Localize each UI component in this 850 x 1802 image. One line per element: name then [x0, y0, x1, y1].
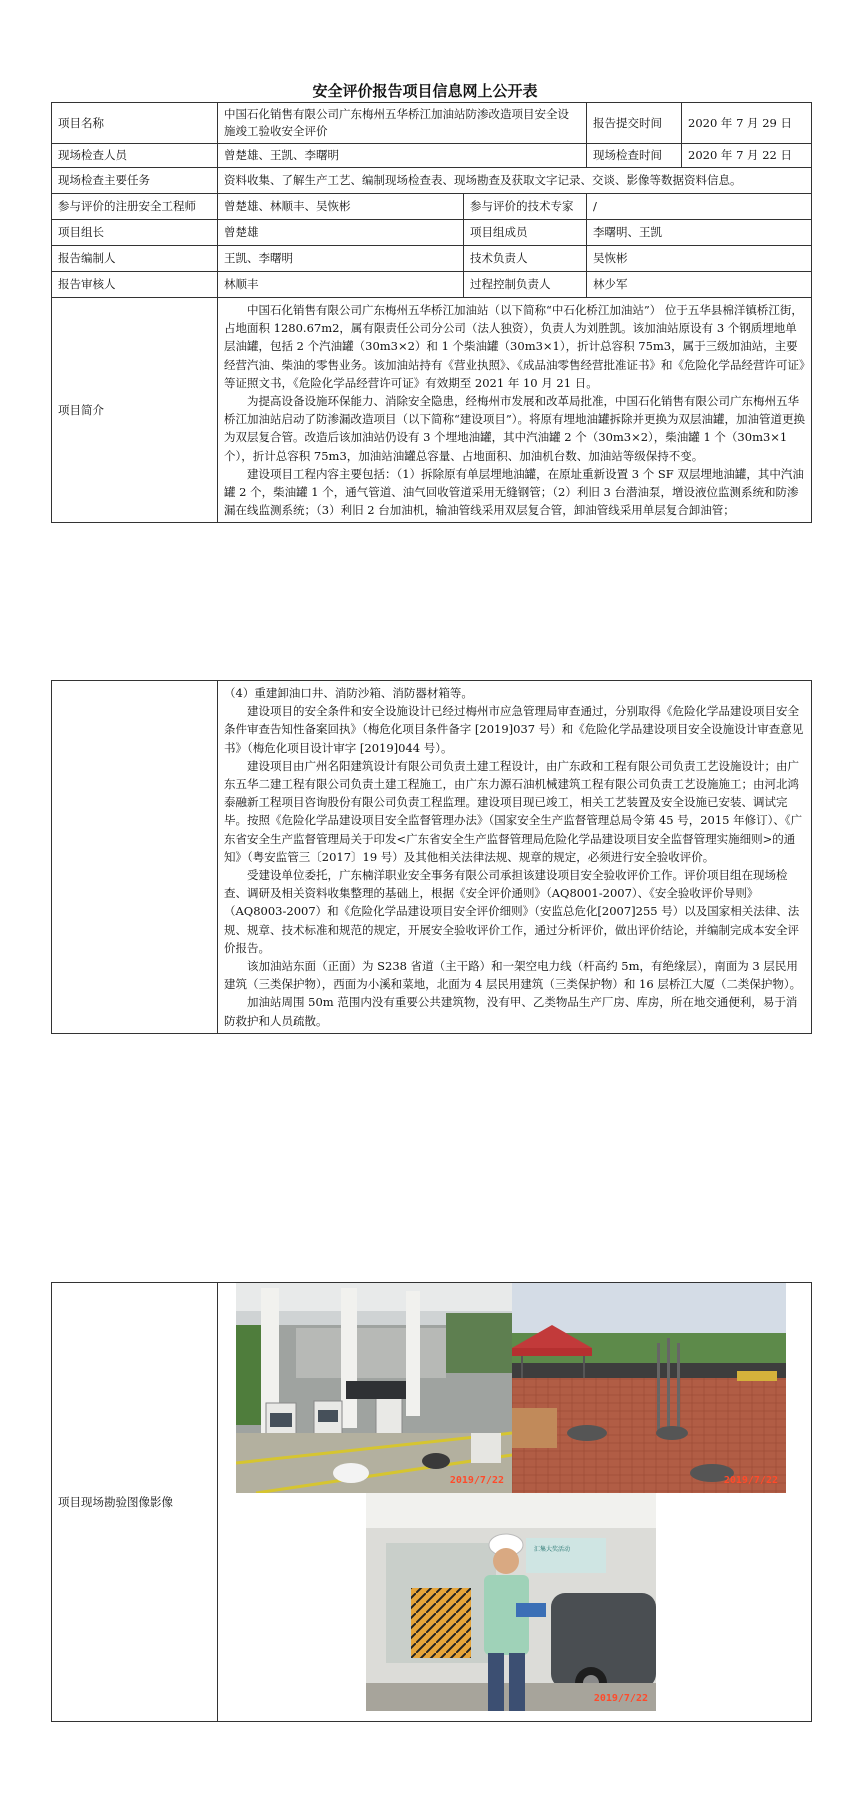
inspector-image [366, 1493, 656, 1711]
photo-date-stamp: 2019/7/22 [593, 1693, 648, 1704]
intro-paragraph: 该加油站东面（正面）为 S238 省道（主干路）和一架空电力线（杆高约 5m，有绝缘层），南面为 3 层民用建筑（三类保护物），西面为小溪和菜地，北面为 4 层民用建筑（三类保护物）和 16 层桥江大厦（二类保护物）。 [224, 959, 802, 992]
inspect-date: 2020 年 7 月 22 日 [682, 144, 812, 168]
forecourt-image [236, 1283, 512, 1493]
members: 李曙明、王凯 [587, 220, 812, 246]
submit-date-label: 报告提交时间 [587, 103, 682, 144]
intro-paragraph: 为提高设备设施环保能力、消除安全隐患，经梅州市发展和改革局批准，中国石化销售有限公司广东梅州五华桥江加油站启动了防渗漏改造项目（以下简称“建设项目”）。将原有埋地油罐拆除并更换为双层油罐，加油管道更换为双层复合管。改造后该加油站仍设有 3 个埋地油罐，其中汽油罐 2 个（30m3×2），柴油罐 1 个（30m3×1 个），折计总容积 75m3，加油站油罐总容量、占地面积、加油机台数、加油站等级保持不变。 [224, 394, 806, 463]
intro-paragraph: 中国石化销售有限公司广东梅州五华桥江加油站（以下简称“中石化桥江加油站”） 位于五华县棉洋镇桥江街，占地面积 1280.67m2，属有限责任公司分公司（法人独资），负责人为刘胜凯。该加油站原设有 3 个钢质埋地单层油罐，包括 2 个汽油罐（30m3×2）和 1 个柴油罐（30m3×1），折计总容积 75m3，属于三级加油站，主要经营汽油、柴油的零售业务。该加油站持有《营业执照》、《成品油零售经营批准证书》和《危险化学品经营许可证》等证照文书，《危险化学品经营许可证》有效期至 2021 年 10 月 21 日。 [224, 303, 805, 390]
photo-tank-area [512, 1283, 786, 1493]
engineers-label: 参与评价的注册安全工程师 [52, 194, 218, 220]
tank-area-image [512, 1283, 786, 1493]
leader-label: 项目组长 [52, 220, 218, 246]
project-name: 中国石化销售有限公司广东梅州五华桥江加油站防渗改造项目安全设施竣工验收安全评价 [218, 103, 587, 144]
poster-text: 汇集大奖活动 [534, 1546, 571, 1553]
reviewer-label: 报告审核人 [52, 272, 218, 298]
photo-forecourt [236, 1283, 512, 1493]
project-name-label: 项目名称 [52, 103, 218, 144]
photo-area [236, 1283, 805, 1715]
photo-date-stamp: 2019/7/22 [449, 1475, 504, 1486]
intro-continued-table [51, 680, 812, 1034]
reviewer: 林顺丰 [218, 272, 464, 298]
intro-paragraph: 受建设单位委托，广东楠洋职业安全事务有限公司承担该建设项目安全验收评价工作。评价项目组在现场检查、调研及相关资料收集整理的基础上，根据《安全评价通则》（AQ8001-2007）、《安全验收评价导则》（AQ8003-2007）和《危险化学品建设项目安全评价细则》（安监总危化[2007]255 号）以及国家相关法律、法规、规章、技术标准和规范的规定，开展安全验收评价工作，通过分析评价，做出评价结论，并编制完成本安全评价报告。 [224, 868, 800, 955]
engineers: 曾楚雄、林顺丰、吴恢彬 [218, 194, 464, 220]
leader: 曾楚雄 [218, 220, 464, 246]
intro-body-page1 [218, 298, 812, 523]
writers: 王凯、李曙明 [218, 246, 464, 272]
writers-label: 报告编制人 [52, 246, 218, 272]
tech-lead: 吴恢彬 [587, 246, 812, 272]
members-label: 项目组成员 [464, 220, 587, 246]
submit-date: 2020 年 7 月 29 日 [682, 103, 812, 144]
process-lead-label: 过程控制负责人 [464, 272, 587, 298]
intro-label: 项目简介 [52, 298, 218, 523]
photos-label: 项目现场勘验图像影像 [52, 1283, 218, 1722]
experts: / [587, 194, 812, 220]
tasks-label: 现场检查主要任务 [52, 168, 218, 194]
inspect-date-label: 现场检查时间 [587, 144, 682, 168]
photos-table [51, 1282, 812, 1722]
intro-body-page2 [218, 681, 812, 1034]
empty-label-cell [52, 681, 218, 1034]
intro-paragraph: 建设项目的安全条件和安全设施设计已经过梅州市应急管理局审查通过，分别取得《危险化学品建设项目安全条件审查告知性备案回执》（梅危化项目条件备字 [2019]037 号）和《危险化学品建设项目安全设施设计审查意见书》（梅危化项目设计审字 [2019]044 号）。 [224, 704, 804, 755]
photo-date-stamp: 2019/7/22 [723, 1475, 778, 1486]
process-lead: 林少军 [587, 272, 812, 298]
intro-paragraph: 建设项目工程内容主要包括：（1）拆除原有单层埋地油罐，在原址重新设置 3 个 SF 双层埋地油罐，其中汽油罐 2 个，柴油罐 1 个，通气管道、油气回收管道采用无缝钢管；（2）利旧 3 台潜油泵，增设液位监测系统和防渗漏在线监测系统；（3）利旧 2 台加油机，输油管线采用双层复合管，卸油管线采用单层复合卸油管； [224, 466, 804, 518]
experts-label: 参与评价的技术专家 [464, 194, 587, 220]
inspectors-label: 现场检查人员 [52, 144, 218, 168]
info-table [51, 102, 812, 523]
tech-lead-label: 技术负责人 [464, 246, 587, 272]
intro-paragraph: 建设项目由广州名阳建筑设计有限公司负责土建工程设计，由广东政和工程有限公司负责工艺设施设计；由广东五华二建工程有限公司负责土建工程施工，由广东力源石油机械建筑工程有限公司负责工艺设施施工；由河北鸿泰融新工程项目咨询股份有限公司负责工程监理。建设项目现已竣工，相关工艺装置及安全设施已安装、调试完毕。按照《危险化学品建设项目安全监督管理办法》（国家安全生产监督管理总局令第 45 号，2015 年修订）、《广东省安全生产监督管理局关于印发<广东省安全生产监督管理局危险化学品建设项目安全监督管理实施细则>的通知》（粤安监管三〔2017〕19 号）及其他相关法律法规、规章的规定，必须进行安全验收评价。 [224, 758, 803, 864]
tasks: 资料收集、了解生产工艺、编制现场检查表、现场勘查及获取文字记录、交谈、影像等数据资料信息。 [218, 168, 812, 194]
photo-inspector [366, 1493, 656, 1711]
inspectors: 曾楚雄、王凯、李曙明 [218, 144, 587, 168]
intro-paragraph: （4）重建卸油口井、消防沙箱、消防器材箱等。 [224, 686, 473, 700]
intro-paragraph: 加油站周围 50m 范围内没有重要公共建筑物，没有甲、乙类物品生产厂房、库房，所在地交通便利，易于消防救护和人员疏散。 [224, 995, 798, 1028]
page-title: 安全评价报告项目信息网上公开表 [312, 82, 538, 100]
